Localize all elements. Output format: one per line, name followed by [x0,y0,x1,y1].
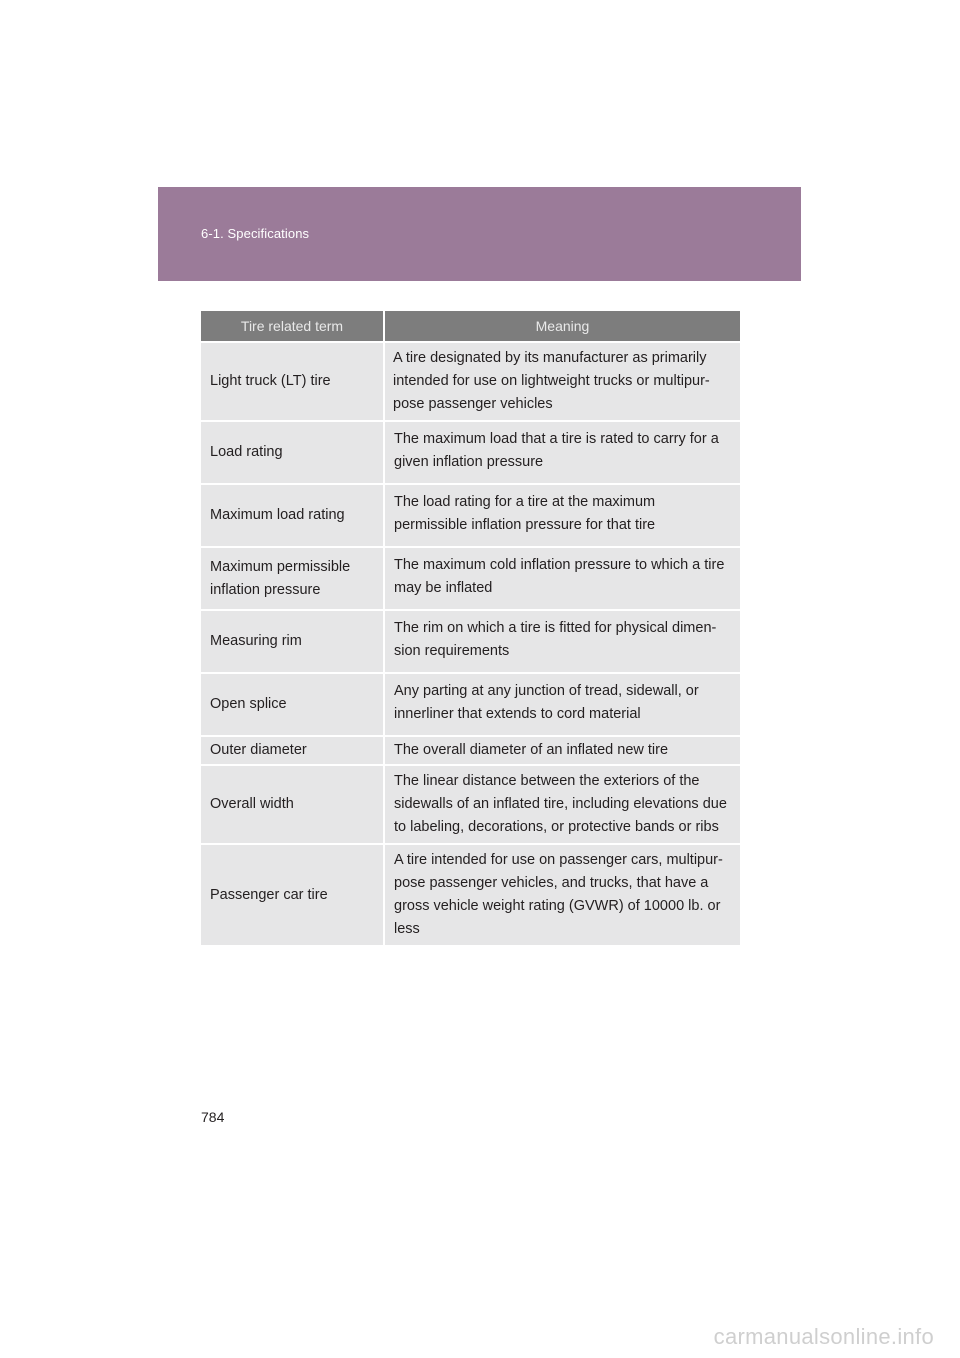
table-row [201,342,740,421]
page-number: 784 [201,1109,225,1125]
meaning-cell: Any parting at any junction of tread, sidewall, or innerliner that extends to cord material [384,673,740,736]
term-cell: Light truck (LT) tire [201,342,384,421]
term-cell: Load rating [201,421,384,484]
term-cell: Maximum load rating [201,484,384,547]
term-cell: Passenger car tire [201,844,384,945]
term-cell: Maximum permissible inflation pressure [201,547,384,610]
table-row [201,673,740,736]
table-header-row [201,311,740,342]
table-row [201,547,740,610]
table-row [201,484,740,547]
section-header-band [158,187,801,281]
site-watermark: carmanualsonline.info [713,1324,934,1349]
table-row [201,421,740,484]
meaning-cell: The maximum load that a tire is rated to carry for a given inflation pressure [384,421,740,484]
meaning-cell: The linear distance between the exteriors of the sidewalls of an inflated tire, including elevations due to labeling, decorations, or protective bands or ribs [384,765,740,844]
section-title: 6-1. Specifications [201,226,310,241]
meaning-cell: The rim on which a tire is fitted for physical dimen- sion requirements [384,610,740,673]
term-cell: Outer diameter [201,736,384,765]
table-row [201,610,740,673]
tire-terms-table [201,311,740,945]
meaning-cell: A tire designated by its manufacturer as primarily intended for use on lightweight trucks or multipur- pose passenger vehicles [384,342,740,421]
meaning-cell: The overall diameter of an inflated new tire [384,736,740,765]
table-row [201,765,740,844]
table-row [201,736,740,765]
term-cell: Overall width [201,765,384,844]
meaning-cell: The load rating for a tire at the maximum permissible inflation pressure for that tire [384,484,740,547]
column-header-term: Tire related term [201,311,384,342]
term-cell: Open splice [201,673,384,736]
table-row [201,844,740,945]
column-header-meaning: Meaning [384,311,740,342]
term-cell: Measuring rim [201,610,384,673]
meaning-cell: The maximum cold inflation pressure to which a tire may be inflated [384,547,740,610]
meaning-cell: A tire intended for use on passenger cars, multipur- pose passenger vehicles, and trucks, that have a gross vehicle weight rating (GVWR) of 10000 lb. or less [384,844,740,945]
